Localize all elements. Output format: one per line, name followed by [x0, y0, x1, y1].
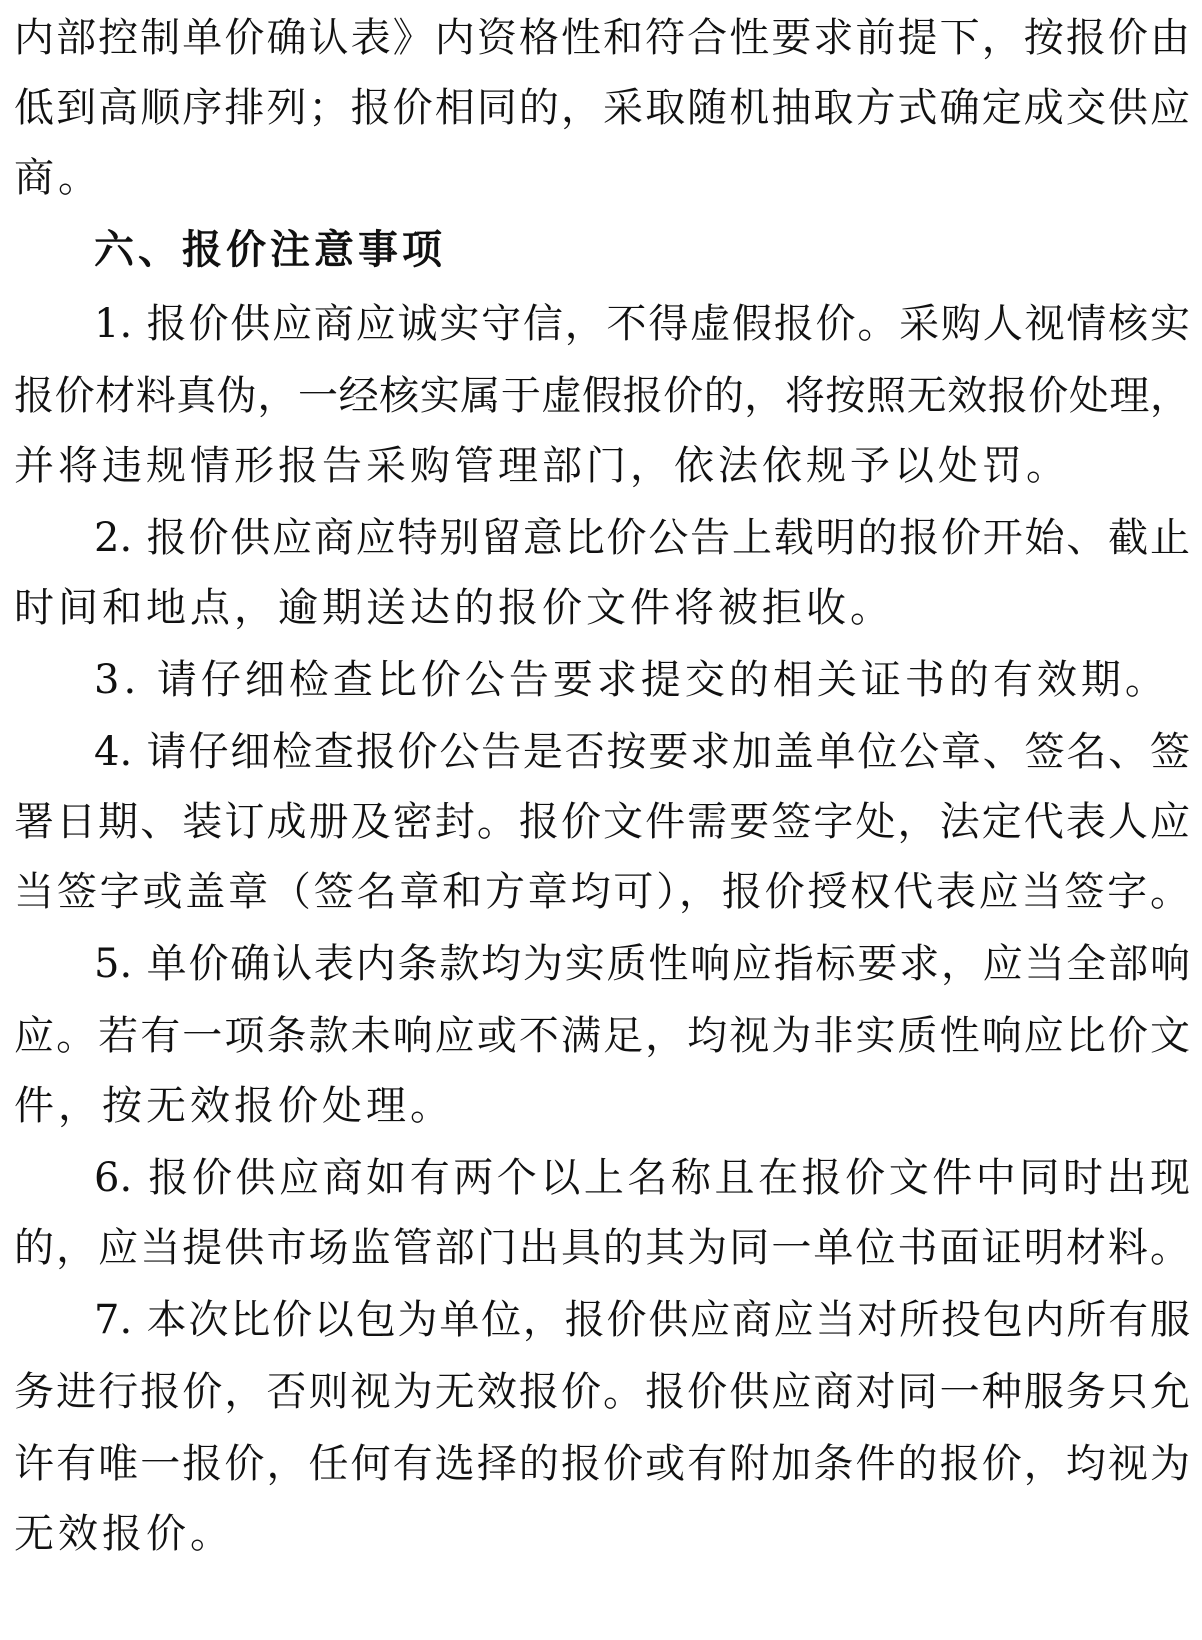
- item-7-line-4: 无效报价。: [14, 1511, 234, 1557]
- text-line-2: 低到高顺序排列；报价相同的，采取随机抽取方式确定成交供应: [14, 85, 1190, 131]
- item-5-line-3: 件，按无效报价处理。: [14, 1083, 454, 1129]
- item-1-line-1: 1. 报价供应商应诚实守信，不得虚假报价。采购人视情核实: [94, 301, 1190, 347]
- item-4-line-2: 署日期、装订成册及密封。报价文件需要签字处，法定代表人应: [14, 799, 1190, 845]
- item-2-line-2: 时间和地点，逾期送达的报价文件将被拒收。: [14, 585, 894, 631]
- item-6-line-1: 6. 报价供应商如有两个以上名称且在报价文件中同时出现: [94, 1155, 1190, 1201]
- item-5-line-1: 5. 单价确认表内条款均为实质性响应指标要求，应当全部响: [94, 941, 1190, 987]
- item-7-line-3: 许有唯一报价，任何有选择的报价或有附加条件的报价，均视为: [14, 1441, 1190, 1487]
- text-line-3: 商。: [14, 155, 102, 201]
- section-heading: 六、报价注意事项: [94, 227, 446, 273]
- item-1-line-2: 报价材料真伪，一经核实属于虚假报价的，将按照无效报价处理，: [14, 373, 1190, 419]
- item-4-line-1: 4. 请仔细检查报价公告是否按要求加盖单位公章、签名、签: [94, 729, 1190, 775]
- item-3-line-1: 3. 请仔细检查比价公告要求提交的相关证书的有效期。: [94, 657, 1169, 703]
- item-4-line-3: 当签字或盖章（签名章和方章均可），报价授权代表应当签字。: [14, 869, 1190, 915]
- item-6-line-2: 的，应当提供市场监管部门出具的其为同一单位书面证明材料。: [14, 1225, 1190, 1271]
- item-1-line-3: 并将违规情形报告采购管理部门，依法依规予以处罚。: [14, 443, 1070, 489]
- item-7-line-1: 7. 本次比价以包为单位，报价供应商应当对所投包内所有服: [94, 1297, 1190, 1343]
- item-5-line-2: 应。若有一项条款未响应或不满足，均视为非实质性响应比价文: [14, 1013, 1190, 1059]
- item-7-line-2: 务进行报价，否则视为无效报价。报价供应商对同一种服务只允: [14, 1369, 1190, 1415]
- item-2-line-1: 2. 报价供应商应特别留意比价公告上载明的报价开始、截止: [94, 515, 1190, 561]
- text-line-1: 内部控制单价确认表》内资格性和符合性要求前提下，按报价由: [14, 15, 1190, 61]
